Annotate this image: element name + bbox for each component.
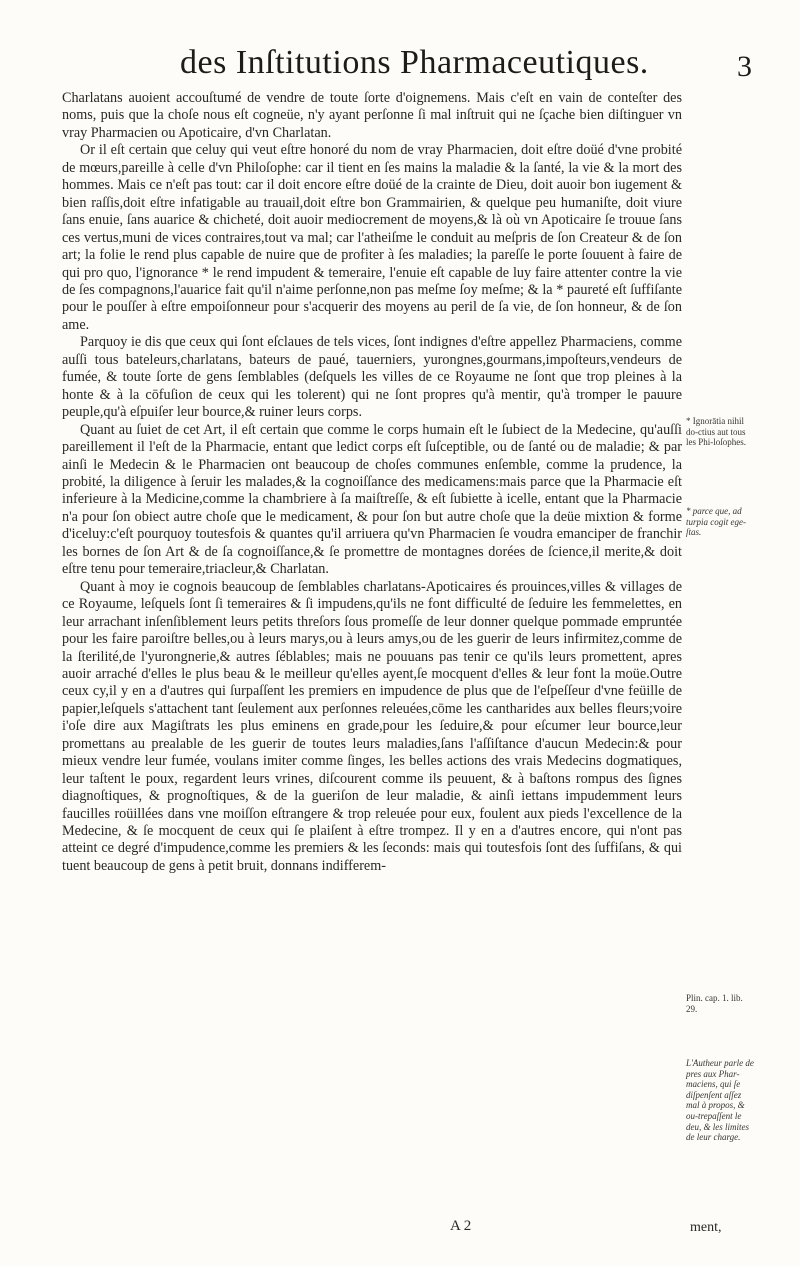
margin-note-autheur: L'Autheur parle de pres aux Phar-maciens, qui ſe diſpenſent aſſez mal à propos, & ou-trepaſſent le deu, & les limites de leur charge.	[686, 1058, 754, 1143]
margin-note-ignorantia: * Ignorātia nihil do-ctius aut tous les Phi-loſophes.	[686, 416, 746, 448]
margin-note-pliny: Plin. cap. 1. lib. 29.	[686, 993, 743, 1014]
signature-mark: A 2	[450, 1218, 472, 1234]
running-title: des Inſtitutions Pharmaceutiques.	[180, 44, 649, 81]
body-text	[62, 90, 682, 875]
paragraph-5: Quant à moy ie cognois beaucoup de ſemblables charlatans-Apoticaires és prouinces,villes & villages de ce Royaume, leſquels ſont ſi temeraires & ſi impudens,qu'ils ne font difficulté de ſeduire les femmelettes, en leur arrachant inſenſiblement leurs petits threſors ſous promeſſe de leur donner quelque pommade empruntée pour les faire paroiſtre belles,ou à leurs marys,ou à leurs amys,ou de les guerir de leurs infirmitez,comme de la ſterilité,de l'yurongnerie,& autres ſéblables; mais ne pouuans pas tenir ce qu'ils leurs promettent, apres auoir arraché d'elles le plus beau & le meilleur qu'elles ayent,ſe mocquent d'elles & leur font la moüe.Outre ceux cy,il y en a d'autres qui ſurpaſſent les premiers en impudence de plus que de l'eſpeſſeur d'vne feüille de papier,leſquels s'attachent tant ſeulement aux perſonnes releuées,cōme les cantharides aux belles fleurs;voire i'oſe dire aux Magiſtrats les plus eminens en grade,pour les ſeduire,& pour eſcumer leur bource,leur promettans au prealable de les guerir de toutes leurs maladies,ſans l'aſſiſtance d'aucun Medecin:& pour mieux vendre leur fumée, voulans imiter comme ſinges, les belles actions des vrais Medecins dogmatiques, leur taſtent le poux, regardent leurs vrines, diſcourent comme ils peuuent, & à baſtons rompus des ſignes diagnoſtiques, & prognoſtiques, & de la gueriſon de leur maladie, & ainſi iettans impudemment leurs faucilles roüillées dans vne moiſſon eſtrangere & trop releuée pour eux, foulent aux pieds l'excellence de la Medecine, & ſe mocquent de ceux qui ſe plaiſent à eſtre trompez. Il y en a d'autres encore, qui n'ont pas atteint ce degré d'impudence,comme les premiers & les ſeconds: mais qui toutesfois ſont des ſuffiſans, & qui tuent beaucoup de gens à petit bruit, donnans indifferem-	[62, 578, 682, 874]
paragraph-4: Quant au ſuiet de cet Art, il eſt certain que comme le corps humain eſt le ſubiect de la Medecine, qu'auſſi pareillement il l'eſt de la Pharmacie, entant que ledict corps eſt ſuſceptible, ou de ſanté ou de maladie; & par ainſi le Medecin & le Pharmacien ont beaucoup de choſes communes enſemble, comme la prudence, la probité, la diligence à ſeruir les malades,& la cognoiſſance des medicamens:mais parce que la Pharmacie eſt inferieure à la Medicine,comme la chambriere à ſa maiſtreſſe, & eſt ſubiette à icelle, entant que la Pharmacie n'a pour ſon obiect autre choſe que le medicament, & pour ſon but autre choſe que la deüe mixtion & forme d'iceluy:c'eſt pourquoy toutesfois & quantes qu'il arriuera qu'vn Pharmacien ſe voudra emanciper de franchir les bornes de ſon Art & de ſa cognoiſſance,& ſe promettre de montagnes dorées de ſcience,il merite,& doit eſtre tenu pour temeraire,triacleur,& Charlatan.	[62, 421, 682, 578]
paragraph-2: Or il eſt certain que celuy qui veut eſtre honoré du nom de vray Pharmacien, doit eſtre doüé d'vne probité de mœurs,pareille à celle d'vn Philoſophe: car il tient en ſes mains la maladie & la ſanté, la vie & la mort des hommes. Mais ce n'eſt pas tout: car il doit encore eſtre doüé de la crainte de Dieu, doit auoir bon iugement & bien raſſis,doit eſtre infatigable au trauail,doit eſtre bon Grammairien, & quelque peu humaniſte, doit viure ſans enuie, ſans auarice & chicheté, doit auoir mediocrement de moyens,& là où vn Apoticaire ſe trouue ſans ces vertus,muni de vices contraires,tout va mal; car l'atheiſme le conduit au meſpris de ſon Createur & de ſon art; la folie le rend plus capable de nuire que de profiter à ſes maladies; la pareſſe le porte ſouuent à faire de qui pro quo, l'ignorance * le rend impudent & temeraire, l'enuie eſt capable de luy faire attenter contre la vie de ſes compagnons,l'auarice fait qu'il n'aime perſonne,non pas meſme ſoy meſme; & la * paureté eſt ſuffiſante pour le pouſſer à eſtre empoiſonneur pour s'acquerir des moyens au peril de ſa vie, de ſon honneur, & de ſon ame.	[62, 142, 682, 333]
margin-notes	[686, 0, 756, 1266]
running-head	[62, 44, 752, 94]
paragraph-3: Parquoy ie dis que ceux qui ſont eſclaues de tels vices, ſont indignes d'eſtre appellez Pharmaciens, comme auſſi tous bateleurs,charlatans, bateurs de paué, tauerniers, yurongnes,gourmans,impoſteurs,vendeurs de fumée, & toute ſorte de gens ſemblables (deſquels les villes de ce Royaume ne ſont que trop pleines à la honte & à la cōfuſion de ceux qui les tolerent) qui ne ſont propres qu'à mentir, qu'à tromper le pauure peuple,qu'à eſpuiſer leur bource,& ruiner leurs corps.	[62, 334, 682, 421]
margin-note-egestas: * parce que, ad turpia cogit ege-ſtas.	[686, 506, 746, 538]
page-number: 3	[737, 50, 752, 83]
catchword: ment,	[690, 1220, 722, 1235]
paragraph-1: Charlatans auoient accouſtumé de vendre de toute ſorte d'oignemens. Mais c'eſt en vain de conteſter des noms, puis que la choſe nous eſt cogneüe, n'y ayant perſonne ſi mal inſtruit qui ne ſçache bien diſtinguer vn vray Pharmacien ou Apoticaire, d'vn Charlatan.	[62, 90, 682, 141]
